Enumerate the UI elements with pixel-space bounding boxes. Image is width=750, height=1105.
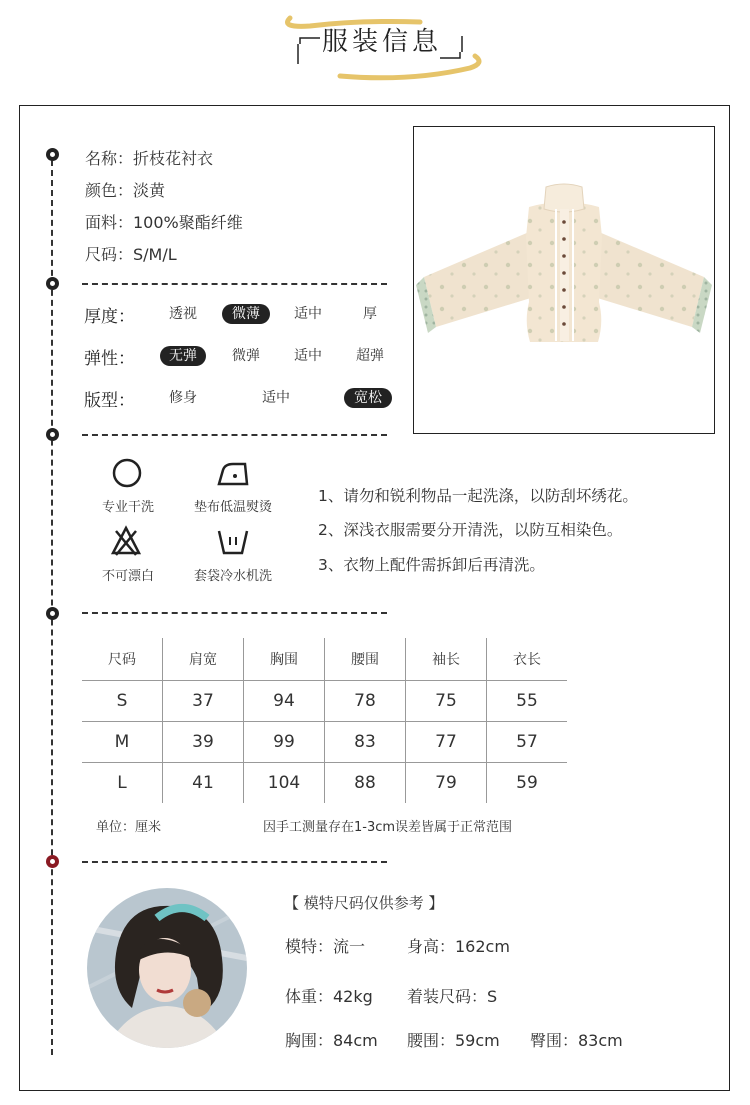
table-header-row [82, 638, 567, 681]
timeline-dot [46, 607, 59, 620]
thickness-option: 适中 [294, 306, 322, 322]
elasticity-option: 适中 [294, 348, 322, 364]
table-cell: 55 [487, 681, 568, 722]
care-label: 垫布低温熨烫 [193, 500, 272, 515]
table-header-cell: 尺码 [82, 638, 163, 681]
table-cell: 83 [325, 722, 406, 763]
divider [82, 434, 387, 436]
elasticity-label: 弹性： [84, 349, 135, 369]
table-cell: 88 [325, 763, 406, 804]
product-name: 名称：折枝花衬衣 [85, 149, 214, 168]
blouse-image [414, 127, 714, 433]
table-header-cell: 腰围 [325, 638, 406, 681]
fit-option-selected: 宽松 [344, 388, 392, 408]
table-cell: 94 [244, 681, 325, 722]
care-label: 专业干洗 [101, 500, 154, 515]
divider [82, 283, 387, 285]
fit-label: 版型： [84, 391, 135, 411]
elasticity-option: 超弹 [356, 348, 384, 364]
timeline-dot [46, 428, 59, 441]
table-cell: 57 [487, 722, 568, 763]
table-row [82, 763, 567, 804]
table-cell: S [82, 681, 163, 722]
table-header-cell: 肩宽 [163, 638, 244, 681]
table-cell: 104 [244, 763, 325, 804]
elasticity-option: 微弹 [232, 348, 260, 364]
table-cell: 41 [163, 763, 244, 804]
model-hip: 臀围：83cm [530, 1031, 623, 1050]
divider [82, 861, 387, 863]
care-note: 1、请勿和锐利物品一起洗涤，以防刮坏绣花。 [318, 487, 638, 505]
fit-option: 适中 [262, 390, 290, 406]
timeline-dot-accent [46, 855, 59, 868]
table-header-cell: 袖长 [406, 638, 487, 681]
thickness-option-selected: 微薄 [222, 304, 270, 324]
product-photo [413, 126, 715, 434]
model-height: 身高：162cm [407, 937, 510, 956]
model-waist: 腰围：59cm [407, 1031, 500, 1050]
thickness-option: 透视 [169, 306, 197, 322]
model-wear-size: 着装尺码：S [407, 987, 498, 1006]
table-cell: 59 [516, 773, 538, 793]
iron-low-temp-icon [215, 458, 251, 488]
model-name: 模特：流一 [285, 937, 366, 956]
elasticity-option-selected: 无弹 [160, 346, 206, 366]
table-header-cell: 胸围 [244, 638, 325, 681]
product-fabric: 面料：100%聚酯纤维 [85, 213, 243, 232]
care-note: 2、深浅衣服需要分开清洗，以防互相染色。 [318, 521, 623, 539]
care-label: 套袋冷水机洗 [193, 569, 272, 584]
table-cell: L [82, 763, 163, 804]
table-cell: 78 [325, 681, 406, 722]
size-table [82, 638, 567, 803]
model-weight: 体重：42kg [285, 987, 373, 1006]
unit-note: 单位：厘米 [96, 820, 162, 835]
table-cell: M [82, 722, 163, 763]
table-cell: 75 [406, 681, 487, 722]
timeline-dot [46, 277, 59, 290]
product-color: 颜色：淡黄 [85, 181, 166, 200]
product-size: 尺码：S/M/L [85, 245, 177, 264]
table-row [82, 722, 567, 763]
section-title: 服装信息 [321, 27, 442, 57]
table-cell: 37 [163, 681, 244, 722]
divider [82, 612, 387, 614]
thickness-label: 厚度： [84, 307, 135, 327]
table-cell: 39 [163, 722, 244, 763]
machine-wash-cold-icon [216, 525, 250, 557]
thickness-option: 厚 [363, 306, 377, 322]
care-label: 不可漂白 [101, 569, 154, 584]
circle-dry-clean-icon [111, 457, 143, 489]
timeline-dot [46, 148, 59, 161]
table-row [82, 681, 567, 722]
table-cell: 99 [244, 722, 325, 763]
model-section-title: 【 模特尺码仅供参考 】 [284, 894, 444, 912]
care-note: 3、衣物上配件需拆卸后再清洗。 [318, 556, 545, 574]
table-cell: 77 [406, 722, 487, 763]
table-header-cell: 衣长 [487, 638, 568, 681]
model-bust: 胸围：84cm [285, 1031, 378, 1050]
table-cell: 79 [406, 763, 487, 804]
model-avatar [87, 888, 247, 1048]
measure-error-note: 因手工测量存在1-3cm误差皆属于正常范围 [263, 820, 513, 835]
fit-option: 修身 [169, 390, 197, 406]
model-photo [87, 888, 247, 1048]
no-bleach-icon [110, 525, 142, 557]
